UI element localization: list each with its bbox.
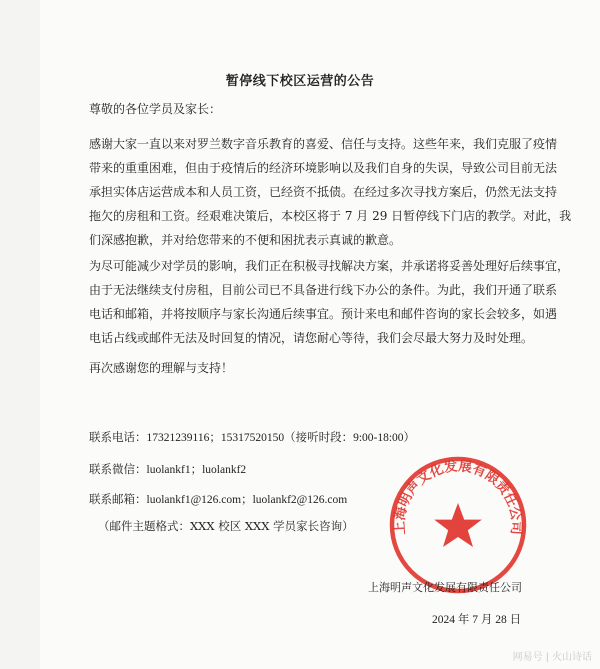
paragraph-line: 承担实体店运营成本和人员工资，已经资不抵债。在经过多次寻找方案后，仍然无法支持 xyxy=(89,185,558,199)
paragraph-line: 为尽可能减少对学员的影响，我们正在积极寻找解决方案，并承诺将妥善处理好后续事宜， xyxy=(89,259,570,273)
company-seal xyxy=(388,455,528,595)
watermark-source: 网易号 xyxy=(512,652,543,663)
paragraph-line: 感谢大家一直以来对罗兰数字音乐教育的喜爱、信任与支持。这些年来，我们克服了疫情 xyxy=(89,137,558,151)
paragraph-line: 拖欠的房租和工资。经艰难决策后，本校区将于 7 月 29 日暂停线下门店的教学。对此，我 xyxy=(89,209,572,223)
paragraph-line: 电话和邮箱，并将按顺序与家长沟通后续事宜。预计来电和邮件咨询的家长会较多，如遇 xyxy=(89,307,558,321)
paragraph-arrangements xyxy=(89,254,570,350)
star-icon xyxy=(434,503,482,547)
greeting: 尊敬的各位学员及家长： xyxy=(89,102,222,116)
paragraph-line: 再次感谢您的理解与支持！ xyxy=(89,361,234,375)
contact-email xyxy=(89,491,347,507)
signature-company: 上海明声文化发展有限责任公司 xyxy=(368,581,522,594)
contact-phone xyxy=(89,429,415,445)
paragraph-line: 带来的重重困难，但由于疫情后的经济环境影响以及我们自身的失误，导致公司目前无法 xyxy=(89,161,558,175)
watermark-author: 火山诗话 xyxy=(552,652,592,663)
email-subject-format: （邮件主题格式：XXX 校区 XXX 学员家长咨询） xyxy=(98,519,354,533)
seal-text: 上海明声文化发展有限责任公司 xyxy=(391,458,525,536)
contact-phone-value: 17321239116；15317520150（接听时段：9:00-18:00） xyxy=(146,432,416,444)
paragraph-thanks xyxy=(89,356,529,380)
contact-wechat xyxy=(89,461,246,477)
contact-email-label: 联系邮箱： xyxy=(89,492,147,506)
paragraph-apology xyxy=(89,132,572,252)
signature-date: 2024 年 7 月 28 日 xyxy=(432,614,522,626)
contact-email-value: luolankf1@126.com；luolankf2@126.com xyxy=(146,494,348,506)
contact-phone-label: 联系电话： xyxy=(89,430,147,444)
paragraph-line: 电话占线或邮件无法及时回复的情况，请您耐心等待，我们会尽最大努力及时处理。 xyxy=(89,331,534,345)
notice-title: 暂停线下校区运营的公告 xyxy=(225,74,375,89)
paragraph-line: 们深感抱歉，并对给您带来的不便和困扰表示真诚的歉意。 xyxy=(89,233,402,247)
contact-wechat-label: 联系微信： xyxy=(89,462,147,476)
watermark: 网易号 | 火山诗话 xyxy=(512,652,592,663)
contact-wechat-value: luolankf1；luolankf2 xyxy=(146,464,247,476)
paragraph-line: 由于无法继续支付房租，目前公司已不具备进行线下办公的条件。为此，我们开通了联系 xyxy=(89,283,558,297)
